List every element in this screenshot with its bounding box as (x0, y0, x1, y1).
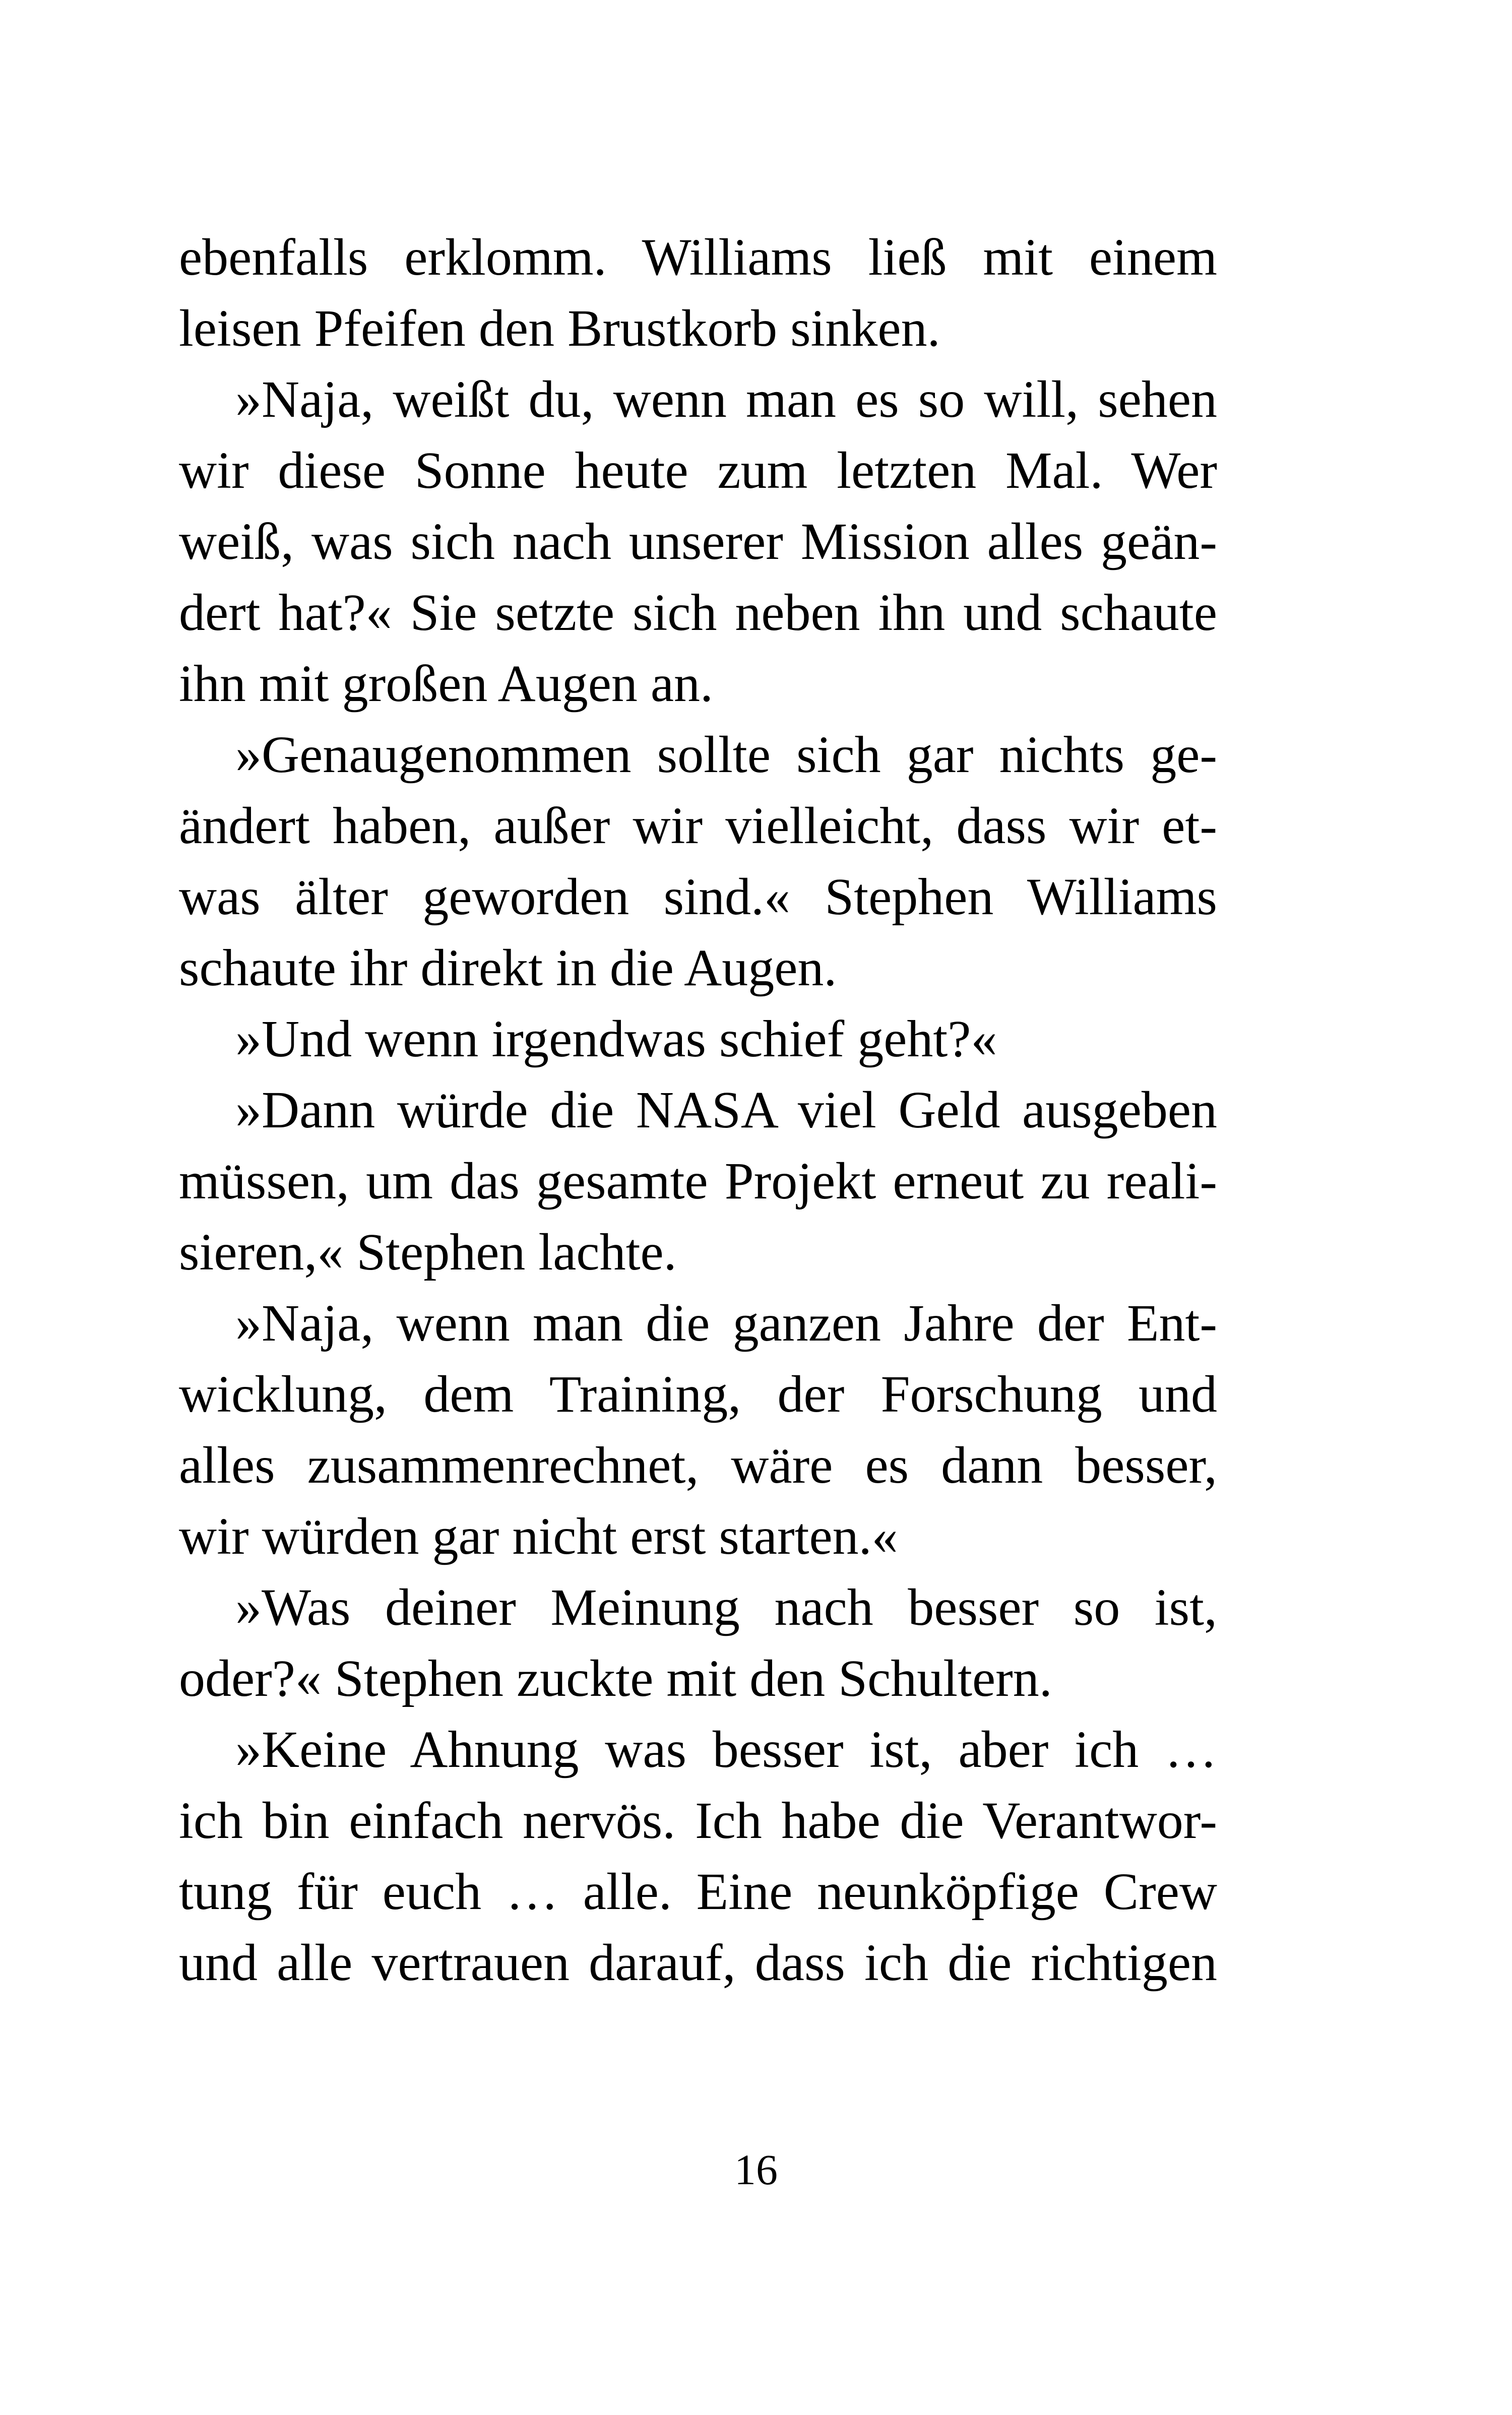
text-line: »Dann würde die NASA viel Geld ausgeben (235, 1081, 1217, 1139)
text-line: was älter geworden sind.« Stephen Williams (179, 868, 1217, 926)
text-line: »Und wenn irgendwas schief geht?« (235, 1010, 997, 1068)
text-line: dert hat?« Sie setzte sich neben ihn und schaute (179, 584, 1217, 642)
text-line: müssen, um das gesamte Projekt erneut zu reali- (179, 1152, 1217, 1210)
text-line: »Genaugenommen sollte sich gar nichts ge- (235, 726, 1217, 784)
text-line: leisen Pfeifen den Brustkorb sinken. (179, 299, 940, 357)
text-line: »Was deiner Meinung nach besser so ist, (235, 1578, 1217, 1636)
text-line: tung für euch … alle. Eine neunköpfige Crew (179, 1863, 1217, 1921)
text-line: schaute ihr direkt in die Augen. (179, 939, 837, 997)
text-line: wir würden gar nicht erst starten.« (179, 1507, 898, 1565)
text-line: ihn mit großen Augen an. (179, 655, 714, 713)
text-line: alles zusammenrechnet, wäre es dann besser, (179, 1436, 1217, 1494)
text-line: »Naja, weißt du, wenn man es so will, sehen (235, 370, 1217, 428)
text-line: wicklung, dem Training, der Forschung und (179, 1365, 1217, 1423)
text-line: »Naja, wenn man die ganzen Jahre der Ent- (235, 1294, 1217, 1352)
text-line: ändert haben, außer wir vielleicht, dass wir et- (179, 797, 1217, 855)
body-text (179, 222, 1217, 1998)
text-line: sieren,« Stephen lachte. (179, 1223, 677, 1281)
text-line: ich bin einfach nervös. Ich habe die Verantwor- (179, 1792, 1217, 1850)
text-line: oder?« Stephen zuckte mit den Schultern. (179, 1649, 1052, 1707)
text-line: »Keine Ahnung was besser ist, aber ich … (235, 1721, 1217, 1778)
text-line: wir diese Sonne heute zum letzten Mal. Wer (179, 441, 1217, 499)
page-number: 16 (734, 2145, 778, 2194)
text-line: ebenfalls erklomm. Williams ließ mit einem (179, 228, 1217, 286)
text-line: weiß, was sich nach unserer Mission alles geän- (179, 513, 1217, 570)
text-line: und alle vertrauen darauf, dass ich die richtigen (179, 1934, 1217, 1992)
